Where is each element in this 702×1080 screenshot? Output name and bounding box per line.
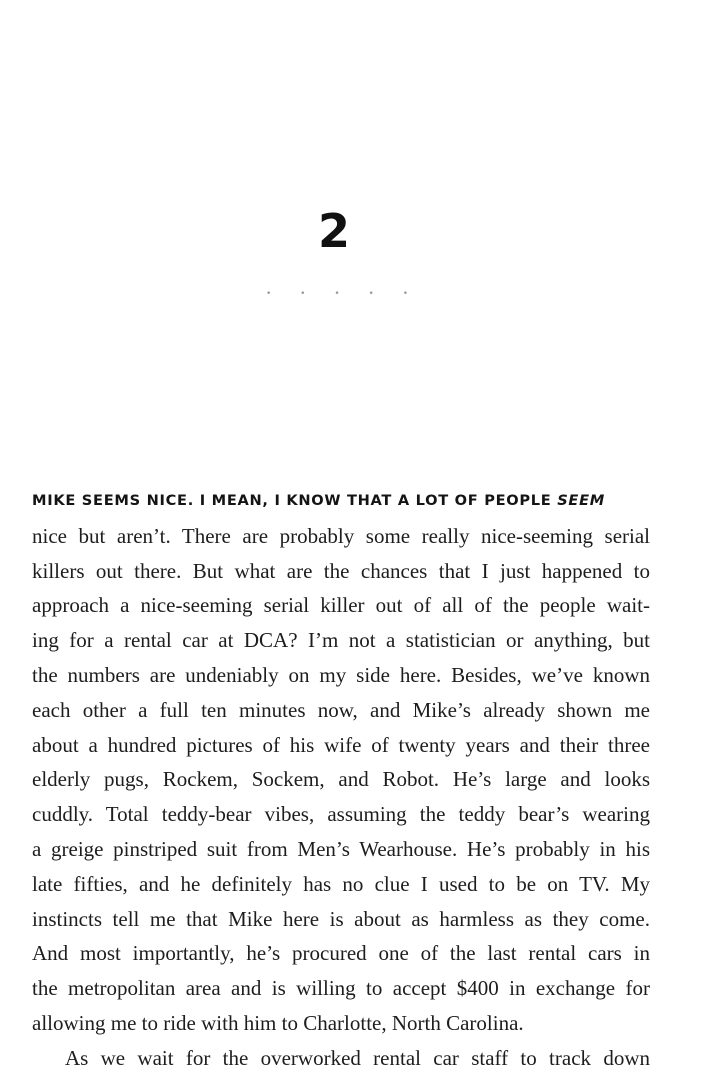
chapter-text: [32, 484, 650, 1076]
ornament-dot: •: [402, 289, 409, 299]
text-line: cuddly. Total teddy-bear vibes, assuming the teddy bear’s wearing: [32, 802, 650, 827]
text-line: the numbers are undeniably on my side here. Besides, we’ve known: [32, 662, 650, 687]
ornament-dot: •: [334, 289, 340, 299]
text-line: the metropolitan area and is willing to accept $400 in exchange for: [32, 976, 650, 1001]
opening-caps-italic: SEEM: [557, 492, 605, 509]
text-line: killers out there. But what are the chances that I just happened to: [32, 558, 650, 583]
chapter-ornament: [0, 290, 674, 299]
text-line: about a hundred pictures of his wife of twenty years and their three: [32, 732, 650, 757]
text-line: each other a full ten minutes now, and Mike’s already shown me: [32, 697, 650, 722]
text-line-paragraph-end: allowing me to ride with him to Charlotte, North Carolina.: [32, 1010, 524, 1035]
opening-small-caps-line: [32, 484, 650, 519]
text-line: late fifties, and he definitely has no clue I used to be on TV. My: [32, 871, 650, 896]
text-line: ing for a rental car at DCA? I’m not a statistician or anything, but: [32, 628, 650, 653]
ornament-dot: •: [300, 289, 306, 299]
text-line: approach a nice-seeming serial killer out of all of the people wait-: [32, 593, 650, 618]
ornament-dot: •: [368, 289, 374, 299]
opening-caps-text: MIKE SEEMS NICE. I MEAN, I KNOW THAT A LOT OF PEOPLE: [32, 492, 552, 509]
text-line: a greige pinstriped suit from Men’s Wearhouse. He’s probably in his: [32, 836, 650, 861]
text-line: elderly pugs, Rockem, Sockem, and Robot. He’s large and looks: [32, 767, 650, 792]
text-line-new-paragraph: As we wait for the overworked rental car staff to track down: [65, 1045, 650, 1070]
text-line: instincts tell me that Mike here is about as harmless as they come.: [32, 906, 650, 931]
text-line: And most importantly, he’s procured one of the last rental cars in: [32, 941, 650, 966]
text-line: nice but aren’t. There are probably some really nice-seeming serial: [32, 523, 650, 548]
ornament-dot: •: [265, 289, 272, 299]
chapter-number: 2: [317, 204, 350, 258]
